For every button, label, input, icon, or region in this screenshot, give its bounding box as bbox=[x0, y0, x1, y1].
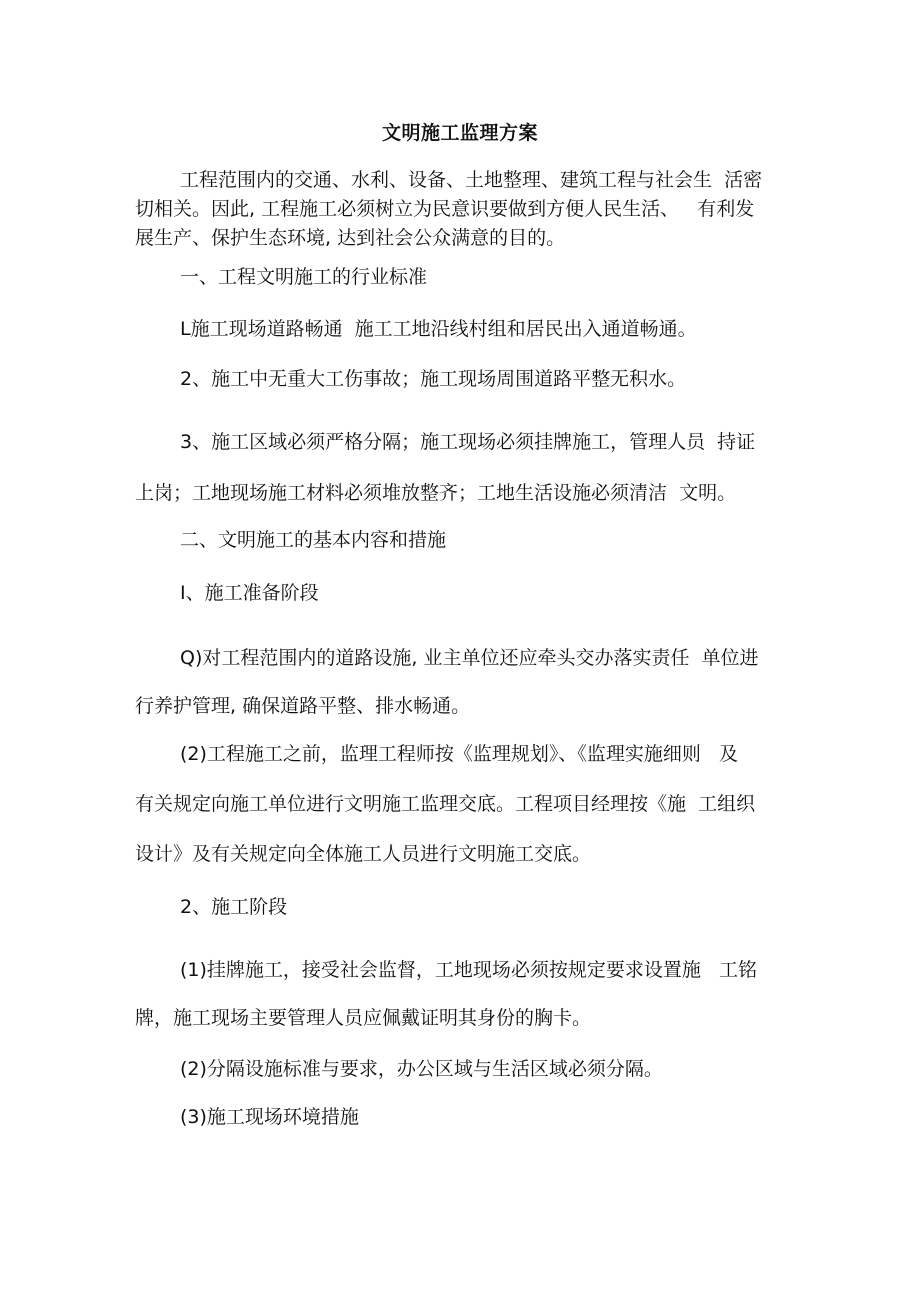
paragraph-line: 设计》及有关规定向全体施工人员进行文明施工交底。 bbox=[135, 843, 592, 865]
subsection-heading: I、施工准备阶段 bbox=[180, 582, 319, 604]
section-heading: 二、文明施工的基本内容和措施 bbox=[180, 529, 447, 551]
paragraph-line: 3、施工区域必须严格分隔；施工现场必须挂牌施工，管理人员 持证 bbox=[180, 431, 756, 453]
paragraph-line: 工程范围内的交通、水利、设备、土地整理、建筑工程与社会生 活密 bbox=[180, 169, 763, 191]
section-heading: 一、工程文明施工的行业标准 bbox=[180, 266, 428, 288]
paragraph-line: 上岗；工地现场施工材料必须堆放整齐；工地生活设施必须清洁 文明。 bbox=[135, 482, 737, 504]
paragraph-line: 行养护管理, 确保道路平整、排水畅通。 bbox=[135, 695, 471, 717]
paragraph-line: 展生产、保护生态环境, 达到社会公众满意的目的。 bbox=[135, 227, 566, 249]
paragraph-line: 切相关。因此, 工程施工必须树立为民意识要做到方便人民生活、 有利发 bbox=[135, 198, 755, 220]
paragraph-line: (1)挂牌施工，接受社会监督，工地现场必须按规定要求设置施 工铭 bbox=[180, 959, 758, 981]
paragraph-line: L施工现场道路畅通 施工工地沿线村组和居民出入通道畅通。 bbox=[180, 318, 697, 340]
paragraph-line: 牌，施工现场主要管理人员应佩戴证明其身份的胸卡。 bbox=[135, 1007, 592, 1029]
paragraph-line: (2)分隔设施标准与要求，办公区域与生活区域必须分隔。 bbox=[180, 1058, 663, 1080]
paragraph-line: 2、施工中无重大工伤事故；施工现场周围道路平整无积水。 bbox=[180, 368, 687, 390]
document-title: 文明施工监理方案 bbox=[381, 122, 538, 144]
paragraph-line: (3)施工现场环境措施 bbox=[180, 1106, 359, 1128]
subsection-heading: 2、施工阶段 bbox=[180, 896, 288, 918]
paragraph-line: Q)对工程范围内的道路设施, 业主单位还应牵头交办落实责任 单位进 bbox=[180, 647, 759, 669]
paragraph-line: 有关规定向施工单位进行文明施工监理交底。工程项目经理按《施 工组织 bbox=[135, 793, 756, 815]
paragraph-line: (2)工程施工之前，监理工程师按《监理规划》、《监理实施细则 及 bbox=[180, 743, 739, 765]
